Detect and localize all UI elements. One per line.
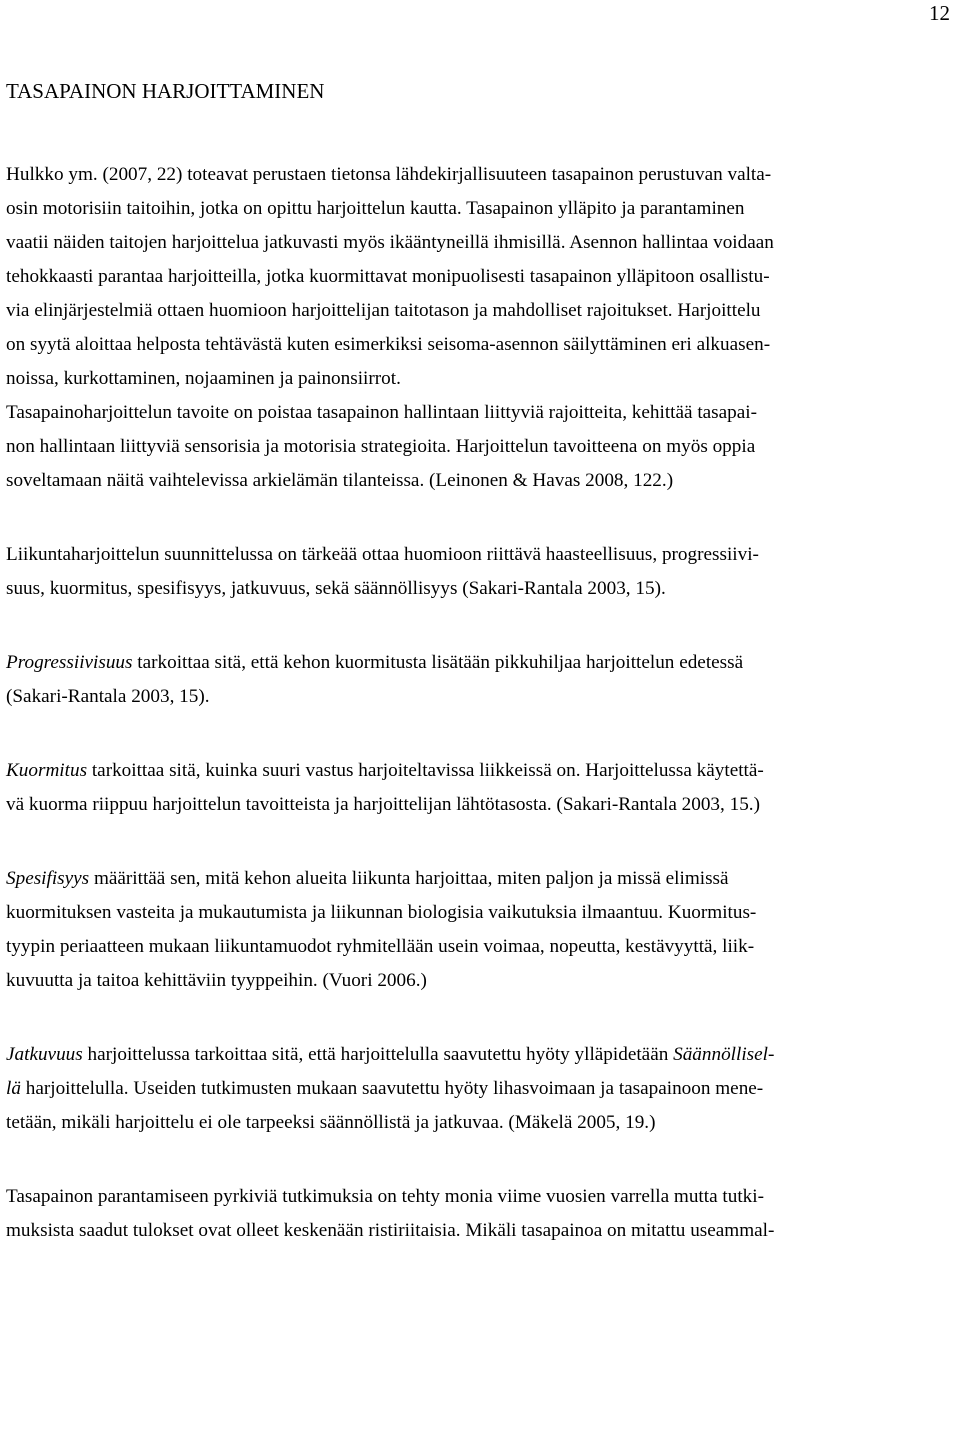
text-line: (Sakari-Rantala 2003, 15).	[6, 686, 210, 707]
paragraph-balance-training-intro	[6, 158, 960, 498]
text-line: noissa, kurkottaminen, nojaaminen ja painonsiirrot.	[6, 368, 401, 389]
page-number: 12	[929, 1, 950, 25]
term-kuormitus: Kuormitus	[6, 760, 88, 781]
text-line: osin motorisiin taitoihin, jotka on opittu harjoittelun kautta. Tasapainon ylläpito ja parantaminen	[6, 198, 745, 219]
text-line: via elinjärjestelmiä ottaen huomioon harjoittelijan taitotason ja mahdolliset rajoitukset. Harjoittelu	[6, 300, 761, 321]
paragraph-spesifisyys	[6, 862, 960, 998]
text-line: kuvuutta ja taitoa kehittäviin tyyppeihin. (Vuori 2006.)	[6, 970, 427, 991]
term-saannollisyys-part1: Säännöllisel-	[673, 1044, 775, 1065]
text-line: harjoittelussa tarkoittaa sitä, että harjoittelulla saavutettu hyöty ylläpidetään	[82, 1044, 674, 1065]
text-line: muksista saadut tulokset ovat olleet keskenään ristiriitaisia. Mikäli tasapainoa on mitattu useammal-	[6, 1220, 775, 1241]
text-line: vä kuorma riippuu harjoittelun tavoitteista ja harjoittelijan lähtötasosta. (Sakari-Rantala 2003, 15.)	[6, 794, 760, 815]
paragraph-kuormitus	[6, 754, 960, 822]
text-line: vaatii näiden taitojen harjoittelua jatkuvasti myös ikääntyneillä ihmisillä. Asennon hallintaa voidaan	[6, 232, 774, 253]
text-line: Liikuntaharjoittelun suunnittelussa on tärkeää ottaa huomioon riittävä haasteellisuus, progressiivi-	[6, 544, 759, 565]
term-spesifisyys: Spesifisyys	[6, 868, 90, 889]
text-line: kuormituksen vasteita ja mukautumista ja liikunnan biologisia vaikutuksia ilmaantuu. Kuormitus-	[6, 902, 757, 923]
paragraph-progressiivisuus	[6, 646, 960, 714]
text-line: non hallintaan liittyviä sensorisia ja motorisia strategioita. Harjoittelun tavoitteena on myös oppia	[6, 436, 756, 457]
text-line: tarkoittaa sitä, että kehon kuormitusta lisätään pikkuhiljaa harjoittelun edetessä	[132, 652, 744, 673]
paragraph-research-summary	[6, 1180, 960, 1248]
text-line: tyypin periaatteen mukaan liikuntamuodot ryhmitellään usein voimaa, nopeutta, kestävyyttä, liik-	[6, 936, 755, 957]
text-line: suus, kuormitus, spesifisyys, jatkuvuus, sekä säännöllisyys (Sakari-Rantala 2003, 15).	[6, 578, 666, 599]
section-heading: TASAPAINON HARJOITTAMINEN	[6, 79, 325, 103]
text-line: on syytä aloittaa helposta tehtävästä kuten esimerkiksi seisoma-asennon säilyttäminen eri alkuasen-	[6, 334, 771, 355]
text-line: Tasapainoharjoittelun tavoite on poistaa tasapainon hallintaan liittyviä rajoitteita, kehittää tasapai-	[6, 402, 757, 423]
paragraph-training-principles	[6, 538, 960, 606]
text-line: Tasapainon parantamiseen pyrkiviä tutkimuksia on tehty monia viime vuosien varrella mutta tutki-	[6, 1186, 764, 1207]
text-line: määrittää sen, mitä kehon alueita liikunta harjoittaa, miten paljon ja missä elimissä	[89, 868, 729, 889]
term-saannollisyys-part2: lä	[6, 1078, 21, 1099]
text-line: tetään, mikäli harjoittelu ei ole tarpeeksi säännöllistä ja jatkuvaa. (Mäkelä 2005, 19.)	[6, 1112, 656, 1133]
text-line: soveltamaan näitä vaihtelevissa arkielämän tilanteissa. (Leinonen & Havas 2008, 122.)	[6, 470, 674, 491]
text-line: tarkoittaa sitä, kuinka suuri vastus harjoiteltavissa liikkeissä on. Harjoittelussa käytettä-	[87, 760, 764, 781]
term-jatkuvuus: Jatkuvuus	[6, 1044, 83, 1065]
term-progressiivisuus: Progressiivisuus	[6, 652, 133, 673]
text-line: tehokkaasti parantaa harjoitteilla, jotka kuormittavat monipuolisesti tasapainon ylläpitoon osallistu-	[6, 266, 770, 287]
text-line: Hulkko ym. (2007, 22) toteavat perustaen tietonsa lähdekirjallisuuteen tasapainon perustuvan valta-	[6, 164, 772, 185]
paragraph-jatkuvuus	[6, 1038, 960, 1140]
document-body	[6, 158, 960, 1248]
text-line: harjoittelulla. Useiden tutkimusten mukaan saavutettu hyöty lihasvoimaan ja tasapainoon mene-	[20, 1078, 764, 1099]
